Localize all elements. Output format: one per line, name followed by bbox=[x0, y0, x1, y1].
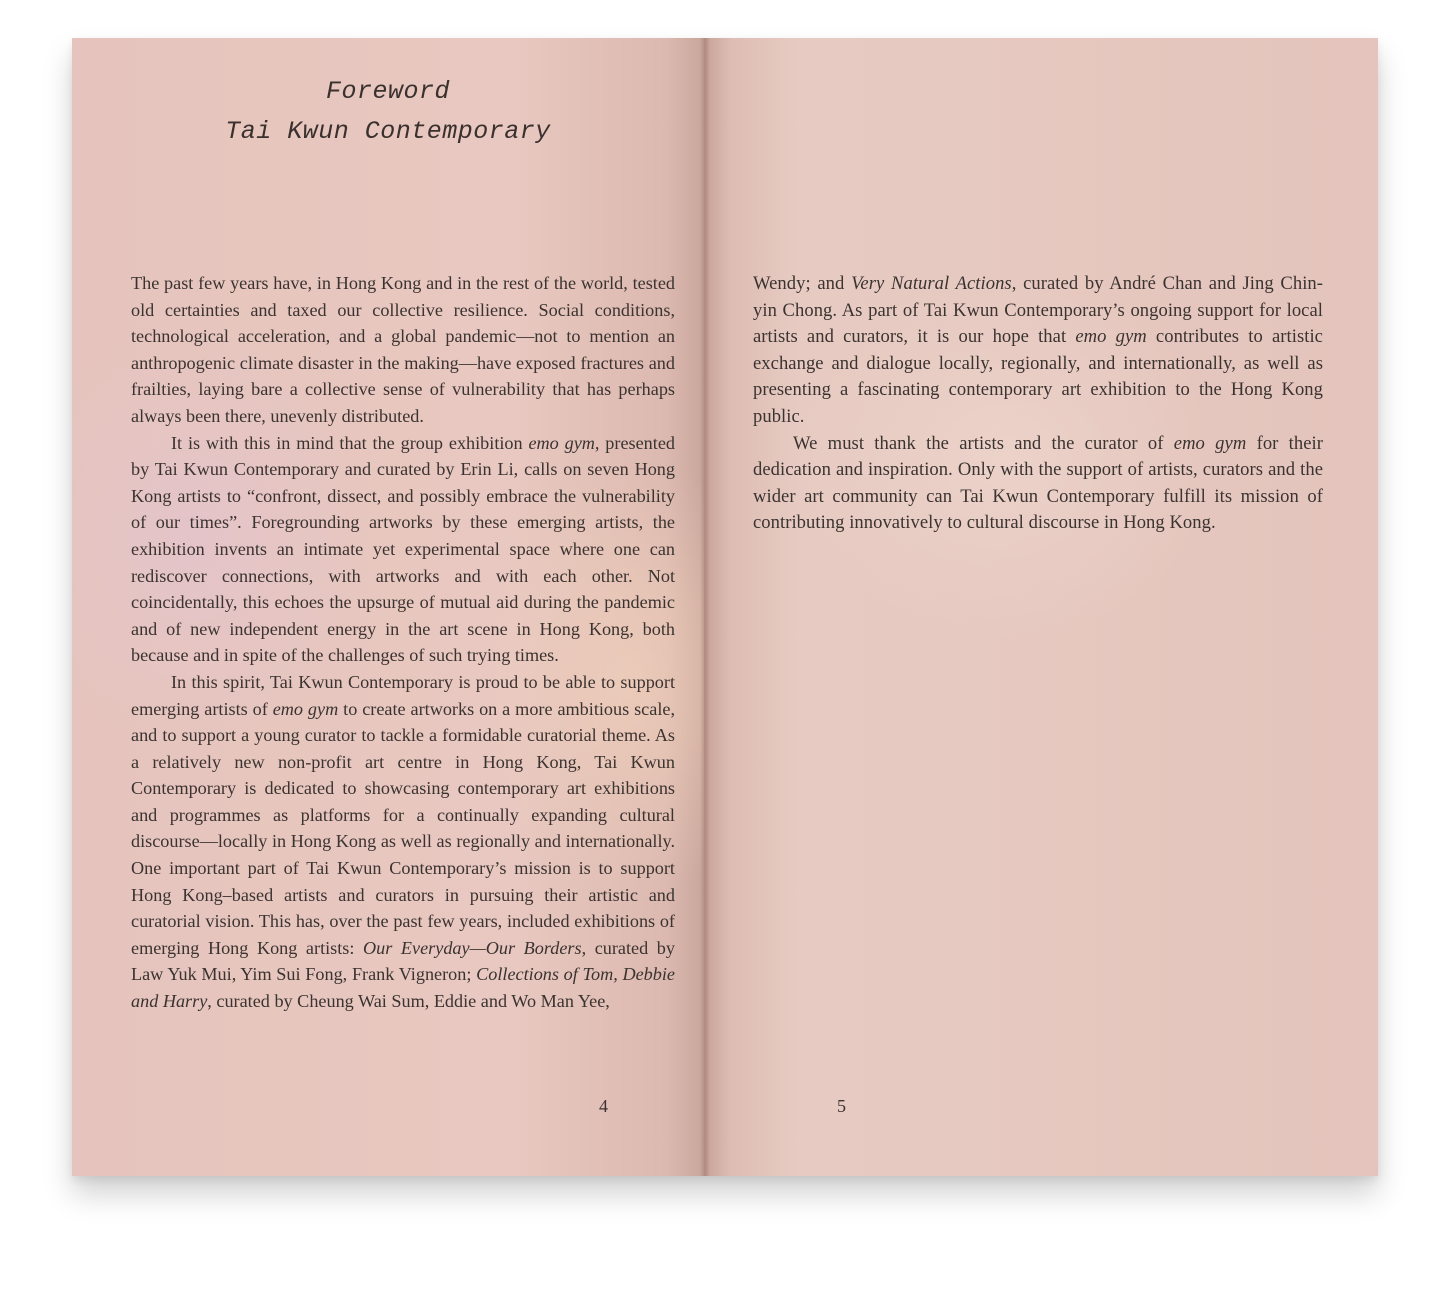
book-gutter bbox=[700, 38, 710, 1176]
paragraph-2 bbox=[131, 430, 675, 669]
italic-title: emo gym bbox=[1173, 432, 1247, 454]
italic-title: Our Everyday—Our Borders bbox=[363, 937, 582, 958]
paragraph-thanks bbox=[753, 431, 1323, 537]
text-run: , presented by Tai Kwun Contemporary and curated by Erin Li, calls on seven Hong Kong artists to “confront, dissect, and possibly embrace the vulnerability of our times”. Foregrounding artworks by these emerging artists, the exhibition invents an intimate yet experimental space where one can rediscover connections, with artworks and with each other. Not coincidentally, this echoes the upsurge of mutual aid during the pandemic and of new independent energy in the art scene in Hong Kong, both because and in spite of the challenges of such trying times. bbox=[131, 432, 675, 666]
title-institution: Tai Kwun Contemporary bbox=[225, 117, 551, 146]
italic-title: Collections of Tom, Debbie and Harry bbox=[131, 964, 675, 1012]
text-run: contributes to artistic exchange and dialogue locally, regionally, and internationally, as well as presenting a fascinating contemporary art exhibition to the Hong Kong public. bbox=[753, 326, 1323, 427]
page-number-right: 5 bbox=[837, 1096, 846, 1116]
text-run: We must thank the artists and the curator of bbox=[793, 432, 1174, 454]
text-run: In this spirit, Tai Kwun Contemporary is proud to be able to support emerging artists of bbox=[131, 671, 675, 719]
text-run: for their dedication and inspiration. Only with the support of artists, curators and the wider art community can Tai Kwun Contemporary fulfill its mission of contributing innovatively to cultural discourse in Hong Kong. bbox=[753, 432, 1323, 534]
italic-title: Very Natural Actions bbox=[851, 273, 1012, 294]
booklet-spread bbox=[72, 38, 1378, 1176]
text-run: to create artworks on a more ambitious scale, and to support a young curator to tackle a formidable curatorial theme. As a relatively new non-profit art centre in Hong Kong, Tai Kwun Contemporary is dedicated to showcasing contemporary art exhibitions and programmes as platforms for a continually expanding cultural discourse—locally in Hong Kong as well as regionally and internationally. One important part of Tai Kwun Contemporary’s mission is to support Hong Kong–based artists and curators in pursuing their artistic and curatorial vision. This has, over the past few years, included exhibitions of emerging Hong Kong artists: bbox=[131, 698, 676, 958]
text-run: , curated by Law Yuk Mui, Yim Sui Fong, Frank Vigneron; bbox=[131, 937, 675, 985]
paragraph-continued bbox=[753, 271, 1323, 431]
text-run: It is with this in mind that the group exhibition bbox=[171, 432, 529, 453]
title-foreword: Foreword bbox=[325, 77, 451, 106]
right-body-text bbox=[753, 271, 1323, 537]
left-page bbox=[72, 38, 704, 1176]
page-title bbox=[72, 72, 704, 152]
paragraph-1: The past few years have, in Hong Kong and in the rest of the world, tested old certainties and taxed our collective resilience. Social conditions, technological acceleration, and a global pandemic—not to mention an anthropogenic climate disaster in the making—have exposed fractures and frailties, laying bare a collective sense of vulnerability that has perhaps always been there, unevenly distributed. bbox=[131, 273, 675, 426]
text-run: Wendy; and bbox=[753, 273, 852, 294]
page-number-left: 4 bbox=[599, 1096, 608, 1116]
right-page bbox=[704, 38, 1378, 1176]
text-run: , curated by André Chan and Jing Chin-yin Chong. As part of Tai Kwun Contemporary’s ongoing support for local artists and curators, it is our hope that bbox=[753, 273, 1323, 348]
italic-title: emo gym bbox=[272, 698, 339, 719]
paragraph-3 bbox=[131, 669, 675, 1015]
left-body-text bbox=[131, 270, 675, 1015]
italic-title: emo gym bbox=[528, 432, 595, 453]
text-run: , curated by Cheung Wai Sum, Eddie and Wo Man Yee, bbox=[207, 991, 610, 1012]
italic-title: emo gym bbox=[1075, 326, 1147, 348]
